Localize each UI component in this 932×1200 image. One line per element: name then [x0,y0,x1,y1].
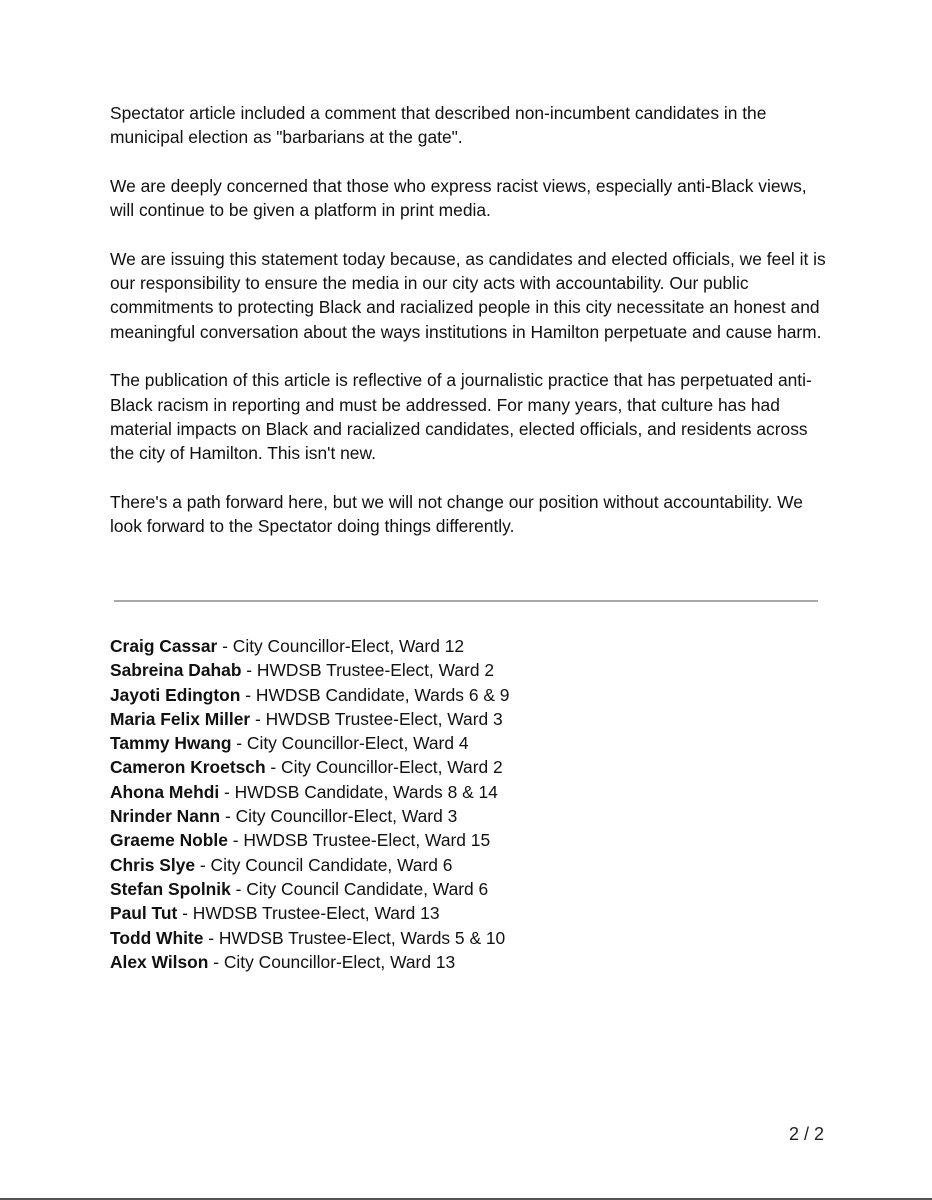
horizontal-divider [114,600,818,602]
signatory-name: Todd White [110,927,204,948]
signatory-name: Graeme Noble [110,830,228,851]
list-item [110,658,830,682]
signatory-role: - City Council Candidate, Ward 6 [195,854,453,875]
signatory-role: - HWDSB Trustee-Elect, Ward 3 [250,708,503,729]
signatory-name: Maria Felix Miller [110,708,251,729]
signatory-name: Chris Slye [110,854,196,875]
list-item [110,926,830,950]
signatory-name: Paul Tut [110,903,178,924]
signatory-name: Sabreina Dahab [110,660,242,681]
signatory-name: Ahona Mehdi [110,781,220,802]
signatory-role: - City Councillor-Elect, Ward 3 [220,806,458,827]
list-item [110,877,830,901]
list-item [110,804,830,828]
paragraph: We are deeply concerned that those who express racist views, especially anti-Black views, will continue to be given a platform in print media. [110,175,807,221]
signatory-role: - City Councillor-Elect, Ward 2 [265,757,503,778]
paragraph: There's a path forward here, but we will not change our position without accountability. We look forward to the Spectator doing things differently. [110,491,803,537]
signatory-role: - City Council Candidate, Ward 6 [230,878,489,899]
signatory-role: - HWDSB Trustee-Elect, Ward 13 [177,903,440,924]
list-item [110,828,830,852]
paragraph: The publication of this article is reflective of a journalistic practice that has perpetuated anti-Black racism in reporting and must be addressed. For many years, that culture has had material impacts on Black and racialized candidates, elected officials, and residents across the city of Hamilton. This isn't new. [110,370,812,464]
signatory-role: - HWDSB Trustee-Elect, Ward 2 [241,660,494,681]
signatory-role: - City Councillor-Elect, Ward 4 [231,733,469,754]
signatory-name: Craig Cassar [110,636,218,656]
page-number: 2 / 2 [788,1124,824,1144]
list-item [110,731,830,755]
list-item [110,780,830,804]
signatory-role: - HWDSB Candidate, Wards 6 & 9 [240,684,510,705]
signatory-name: Cameron Kroetsch [110,757,266,778]
signatory-role: - HWDSB Trustee-Elect, Ward 15 [227,830,491,851]
signatory-name: Nrinder Nann [110,806,221,827]
signatory-list [110,634,830,974]
paragraph: Spectator article included a comment that described non-incumbent candidates in the municipal election as "barbarians at the gate". [110,103,767,148]
signatory-role: - HWDSB Candidate, Wards 8 & 14 [219,781,498,802]
signatory-role: - City Councillor-Elect, Ward 13 [208,951,456,972]
statement-body [110,101,830,563]
paragraph: We are issuing this statement today because, as candidates and elected officials, we feel it is our responsibility to ensure the media in our city acts with accountability. Our public commitments to protecting Black and racialized people in this city necessitate an honest and meaningful conversation about the ways institutions in Hamilton perpetuate and cause harm. [110,248,826,342]
list-item [110,634,830,658]
signatory-name: Jayoti Edington [110,684,241,705]
signatory-role: - City Councillor-Elect, Ward 12 [217,636,465,656]
list-item [110,853,830,877]
signatory-role: - HWDSB Trustee-Elect, Wards 5 & 10 [203,927,506,948]
signatory-name: Tammy Hwang [110,733,232,754]
list-item [110,950,830,974]
list-item [110,707,830,731]
signatory-name: Stefan Spolnik [110,878,231,899]
list-item [110,683,830,707]
list-item [110,755,830,779]
list-item [110,901,830,925]
signatory-name: Alex Wilson [110,951,209,972]
